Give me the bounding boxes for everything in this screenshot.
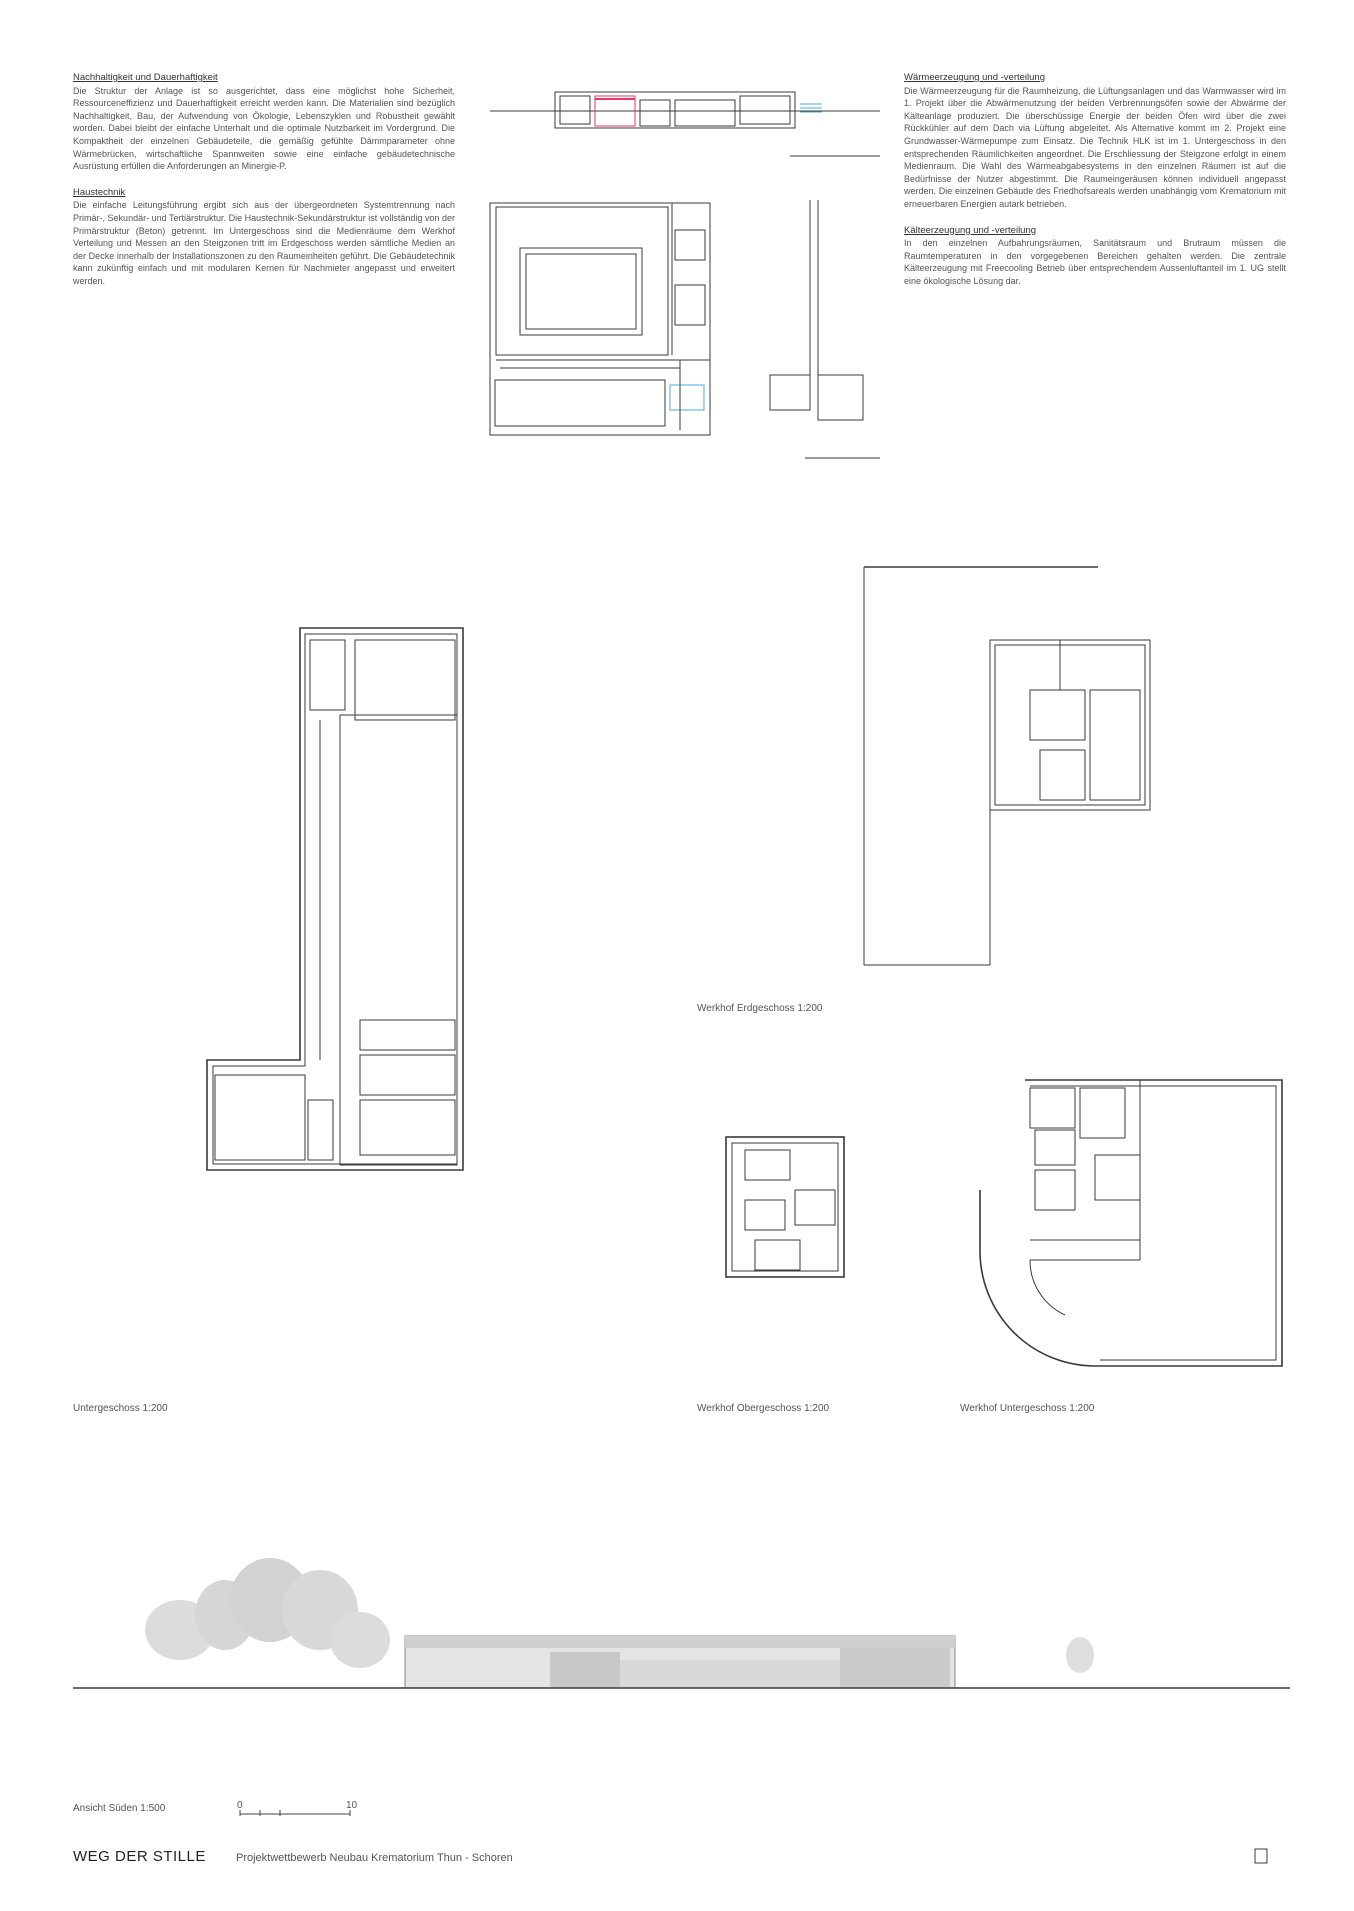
heading-cooling: Kälteerzeugung und -verteilung — [904, 224, 1037, 236]
heading-sustainability: Nachhaltigkeit und Dauerhaftigkeit — [73, 72, 218, 83]
floor-plan-narrow-top — [770, 200, 880, 458]
plan-werkhof-obergeschoss — [726, 1137, 844, 1277]
scale-label-10: 10 — [346, 1800, 358, 1811]
plan-untergeschoss — [207, 628, 463, 1170]
plan-werkhof-erdgeschoss — [864, 567, 1150, 965]
scale-label-0: 0 — [237, 1800, 243, 1811]
paragraph-heat-generation: Die Wärmeerzeugung für die Raumheizung, die Lüftungsanlagen und das Warmwasser wird im 1. Projekt über die Abwärmenutzung der beiden Verbrennungsöfen sowie der Abwärme der Kälteanlage produziert. Die überschüssige Energie der beiden Öfen wird über die zwei Rückkühler auf dem Dach via Lüftung abgeleitet. Als Alternative kommt im 2. Projekt eine Grundwasser-Wärmepumpe zum Einsatz. Die Technik HLK ist im 1. Untergeschoss in den entsprechenden Räumlichkeiten angeordnet. Die Erschliessung der Steigzone erfolgt in einem Medienraum. Die Wahl des Wärmeabgabesystems in den einzelnen Räumen ist auf die Bedürfnisse der Nutzer abgestimmt. Die Raumeingeräusen können individuell angepasst werden. Die einzelnen Gebäude des Friedhofsareals werden unabhängig vom Krematorium mit erneuerbaren Energien autark betrieben. — [904, 85, 1286, 209]
caption-werkhof-erdgeschoss: Werkhof Erdgeschoss 1:200 — [697, 1003, 823, 1014]
scale-bar — [230, 1806, 360, 1818]
paragraph-building-services: Die einfache Leitungsführung ergibt sich aus der übergeordneten Systemtrennung nach Primär-, Sekundär- und Tertiärstruktur. Die Haustechnik-Sekundärstruktur ist vollständig von der Primärstruktur (Beton) getrennt. Im Untergeschoss sind die Medienräume dem Werkhof Verteilung und Messen an den Steigzonen tritt im Erdgeschoss werden sämtliche Medien an der Decke innerhalb der Installationszonen zu den Raumeinheiten geführt. Die Gebäudetechnik kann zukünftig einfach und mit modularen Kernen für Nachmieter angepasst und erweitert werden. — [73, 200, 455, 286]
caption-ansicht-sueden: Ansicht Süden 1:500 — [73, 1803, 166, 1814]
footer-subtitle: Projektwettbewerb Neubau Krematorium Thun - Schoren — [236, 1852, 513, 1864]
elevation-south — [73, 1558, 1290, 1688]
section-drawing-top — [490, 92, 880, 156]
caption-werkhof-untergeschoss: Werkhof Untergeschoss 1:200 — [960, 1403, 1095, 1414]
paragraph-sustainability: Die Struktur der Anlage ist so ausgerichtet, dass eine möglichst hohe Sicherheit, Ressourceneffizienz und Dauerhaftigkeit erreicht werden kann. Die Materialien sind bezüglich Nachhaltigkeit, Bau, der Aufwendung von Ökologie, Lebenszyklen und Robustheit gewählt worden. Dabei bleibt der einfache Unterhalt und die optimale Nutzbarkeit im Vordergrund. Die Kompaktheit der einzelnen Gebäudeteile, die gemäßig gefühlte Dämmparameter ohne Wärmebrücken, wirtschaftliche Spannweiten sowie eine einfache gebäudetechnische Ausrüstung erfüllen die Anforderungen an Minergie-P. — [73, 85, 455, 172]
footer-title: WEG DER STILLE — [73, 1848, 206, 1865]
plan-werkhof-untergeschoss — [980, 1080, 1282, 1366]
heading-building-services: Haustechnik — [73, 186, 126, 198]
caption-werkhof-obergeschoss: Werkhof Obergeschoss 1:200 — [697, 1403, 830, 1414]
footer-mark-icon — [1255, 1849, 1267, 1863]
floor-plan-top — [490, 203, 710, 435]
paragraph-cooling: In den einzelnen Aufbahrungsräumen, Sanitätsraum und Brutraum müssen die Raumtemperaturen in den vorgegebenen Bereichen gehalten werden. Die zentrale Kälteerzeugung mit Freecooling Betrieb über entsprechendem Aussenluftanteil im 1. UG stellt eine ökologische Lösung dar. — [904, 238, 1286, 286]
caption-untergeschoss: Untergeschoss 1:200 — [73, 1403, 168, 1414]
heading-heat-generation: Wärmeerzeugung und -verteilung — [904, 72, 1045, 83]
